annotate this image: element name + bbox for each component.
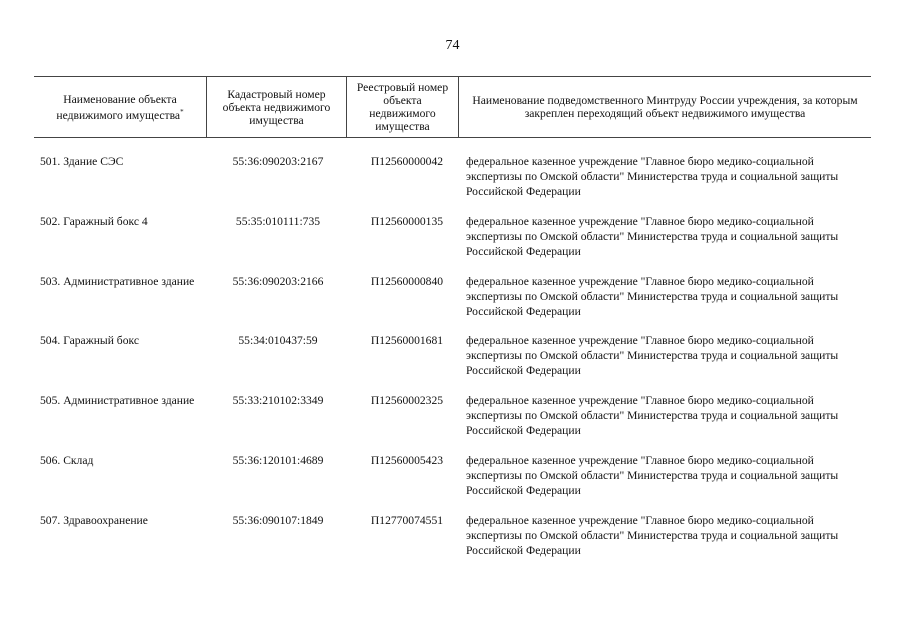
cell-registry-number: П12560001681 xyxy=(370,334,444,348)
cell-cadastral-number: 55:36:090203:2167 xyxy=(232,155,324,168)
cell-institution: федеральное казенное учреждение "Главное бюро медико-социальной экспертизы по Омской области" Министерства труда и социальной защиты Российской Федерации xyxy=(466,155,839,198)
header-cadastral-number: Кадастровый номер объекта недвижимого имущества xyxy=(206,77,346,137)
cell-cadastral-number: 55:36:120101:4689 xyxy=(232,453,324,467)
cell-object-name: 505. Административное здание xyxy=(40,394,195,408)
table-row xyxy=(34,513,871,573)
cell-registry-number: П12560000135 xyxy=(370,214,444,228)
header-institution: Наименование подведомственного Минтруду России учреждения, за которым закреплен переходящий объект недвижимого имущества xyxy=(458,77,871,137)
cell-registry-number: П12560002325 xyxy=(370,394,444,408)
footnote-mark: * xyxy=(180,107,184,116)
cell-object-name: 507. Здравоохранение xyxy=(40,513,148,527)
cell-cadastral-number: 55:36:090203:2166 xyxy=(232,274,324,288)
cell-institution: федеральное казенное учреждение "Главное бюро медико-социальной экспертизы по Омской области" Министерства труда и социальной защиты Российской Федерации xyxy=(466,513,839,557)
header-registry-number: Реестровый номер объекта недвижимого имущества xyxy=(346,77,458,137)
table-row xyxy=(34,333,871,393)
page-number: 74 xyxy=(445,38,460,53)
cell-institution: федеральное казенное учреждение "Главное бюро медико-социальной экспертизы по Омской области" Министерства труда и социальной защиты Российской Федерации xyxy=(466,214,839,258)
table-row xyxy=(34,214,871,274)
header-object-name: Наименование объекта недвижимого имущества* xyxy=(56,92,184,122)
cell-object-name: 503. Административное здание xyxy=(40,274,195,288)
table-header xyxy=(34,77,871,138)
cell-object-name: 506. Склад xyxy=(40,453,94,467)
cell-institution: федеральное казенное учреждение "Главное бюро медико-социальной экспертизы по Омской области" Министерства труда и социальной защиты Российской Федерации xyxy=(466,394,839,438)
cell-object-name: 504. Гаражный бокс xyxy=(40,334,139,348)
cell-registry-number: П12770074551 xyxy=(370,513,444,527)
table-row xyxy=(34,393,871,453)
table-row xyxy=(34,274,871,334)
cell-registry-number: П12560000840 xyxy=(370,274,444,288)
cell-cadastral-number: 55:33:210102:3349 xyxy=(232,394,324,408)
cell-institution: федеральное казенное учреждение "Главное бюро медико-социальной экспертизы по Омской области" Министерства труда и социальной защиты Российской Федерации xyxy=(466,334,839,378)
cell-object-name: 502. Гаражный бокс 4 xyxy=(40,214,148,228)
table-body xyxy=(34,138,871,573)
property-table xyxy=(34,76,871,573)
cell-cadastral-number: 55:35:010111:735 xyxy=(235,214,321,228)
cell-cadastral-number: 55:36:090107:1849 xyxy=(232,513,324,527)
cell-object-name: 501. Здание СЭС xyxy=(40,155,124,168)
cell-institution: федеральное казенное учреждение "Главное бюро медико-социальной экспертизы по Омской области" Министерства труда и социальной защиты Российской Федерации xyxy=(466,453,839,497)
cell-cadastral-number: 55:34:010437:59 xyxy=(238,334,318,348)
cell-institution: федеральное казенное учреждение "Главное бюро медико-социальной экспертизы по Омской области" Министерства труда и социальной защиты Российской Федерации xyxy=(466,274,839,318)
cell-registry-number: П12560005423 xyxy=(370,453,444,467)
table-row xyxy=(34,154,871,214)
table-row xyxy=(34,453,871,513)
cell-registry-number: П12560000042 xyxy=(370,155,444,168)
